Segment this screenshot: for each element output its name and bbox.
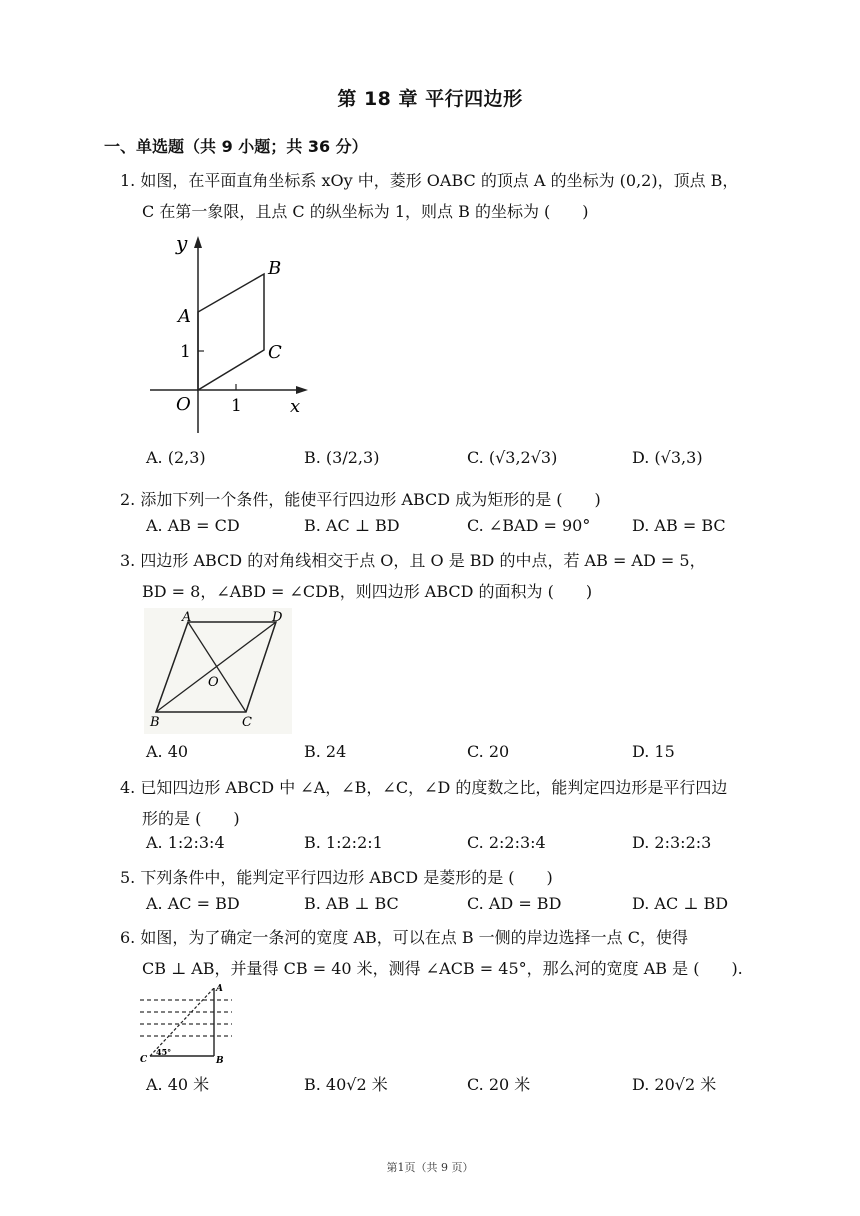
question-1-options [146,448,786,476]
figure-rhombus-coordinate [146,228,316,438]
question-5-options [146,894,786,922]
question-5 [120,862,760,893]
question-4-line2: 形的是 ( ) [142,809,240,828]
option-c[interactable]: C. ∠BAD = 90° [467,516,591,535]
question-4-options [146,833,786,861]
question-3 [120,545,760,607]
option-c[interactable]: C. 20 [467,742,510,761]
question-4-line1: 4. 已知四边形 ABCD 中 ∠A，∠B，∠C，∠D 的度数之比，能判定四边形是平行四边 [120,778,728,797]
section-heading: 一、单选题（共 9 小题；共 36 分） [104,137,368,156]
option-b[interactable]: B. 40√2 米 [304,1075,388,1094]
fig1-label-C: C [268,342,282,363]
fig3-label-A: A [182,610,192,625]
option-c[interactable]: C. (√3,2√3) [467,448,558,467]
fig3-label-D: D [272,610,283,625]
fig1-label-B: B [268,258,282,279]
option-a[interactable]: A. 40 米 [146,1075,210,1094]
question-3-line2: BD = 8，∠ABD = ∠CDB，则四边形 ABCD 的面积为 ( ) [142,582,593,601]
question-1-line2: C 在第一象限，且点 C 的纵坐标为 1，则点 B 的坐标为 ( ) [142,202,589,221]
option-d[interactable]: D. (√3,3) [632,448,703,467]
fig1-label-1-y: 1 [180,342,191,362]
option-c[interactable]: C. AD = BD [467,894,562,913]
fig3-label-O: O [208,675,219,690]
option-d[interactable]: D. AC ⊥ BD [632,894,729,913]
option-b[interactable]: B. AC ⊥ BD [304,516,400,535]
fig3-label-B: B [150,715,160,730]
question-3-options [146,742,786,770]
question-6-line1: 6. 如图，为了确定一条河的宽度 AB，可以在点 B 一侧的岸边选择一点 C，使得 [120,928,689,947]
fig6-label-A: A [216,984,223,994]
option-a[interactable]: A. AC = BD [146,894,240,913]
option-a[interactable]: A. 1:2:3:4 [146,833,225,852]
question-1-line1: 1. 如图，在平面直角坐标系 xOy 中，菱形 OABC 的顶点 A 的坐标为 (0,2)，顶点 B， [120,171,739,190]
question-6 [120,922,760,984]
fig6-label-B: B [216,1056,224,1064]
question-2-line1: 2. 添加下列一个条件，能使平行四边形 ABCD 成为矩形的是 ( ) [120,490,601,509]
option-b[interactable]: B. 1:2:2:1 [304,833,383,852]
fig1-label-1-x: 1 [231,396,242,416]
option-a[interactable]: A. 40 [146,742,189,761]
fig6-label-angle: 45° [156,1047,172,1057]
fig3-label-C: C [242,715,252,730]
figure-river-triangle [138,982,234,1064]
option-a[interactable]: A. AB = CD [146,516,240,535]
page-title: 第 18 章 平行四边形 [337,88,523,110]
option-d[interactable]: D. 15 [632,742,675,761]
option-b[interactable]: B. (3/2,3) [304,448,380,467]
question-3-line1: 3. 四边形 ABCD 的对角线相交于点 O，且 O 是 BD 的中点，若 AB = AD = 5， [120,551,706,570]
fig1-label-y: y [176,231,188,255]
option-b[interactable]: B. 24 [304,742,347,761]
question-2-options [146,516,786,544]
option-d[interactable]: D. AB = BC [632,516,726,535]
page-footer: 第1页（共 9 页） [386,1161,474,1174]
question-5-line1: 5. 下列条件中，能判定平行四边形 ABCD 是菱形的是 ( ) [120,868,553,887]
fig1-label-x: x [290,396,301,417]
figure-quadrilateral-abcd [144,608,292,734]
option-d[interactable]: D. 2:3:2:3 [632,833,712,852]
fig1-label-O: O [176,394,191,415]
fig6-label-C: C [140,1055,148,1064]
question-6-options [146,1072,786,1100]
option-b[interactable]: B. AB ⊥ BC [304,894,399,913]
question-6-line2: CB ⊥ AB，并量得 CB = 40 米，测得 ∠ACB = 45°，那么河的宽度 AB 是 ( ). [142,959,743,978]
option-a[interactable]: A. (2,3) [146,448,206,467]
question-4 [120,772,760,834]
option-d[interactable]: D. 20√2 米 [632,1075,717,1094]
question-1 [120,165,760,227]
option-c[interactable]: C. 2:2:3:4 [467,833,546,852]
fig1-label-A: A [178,306,191,327]
option-c[interactable]: C. 20 米 [467,1075,531,1094]
question-2 [120,484,760,515]
